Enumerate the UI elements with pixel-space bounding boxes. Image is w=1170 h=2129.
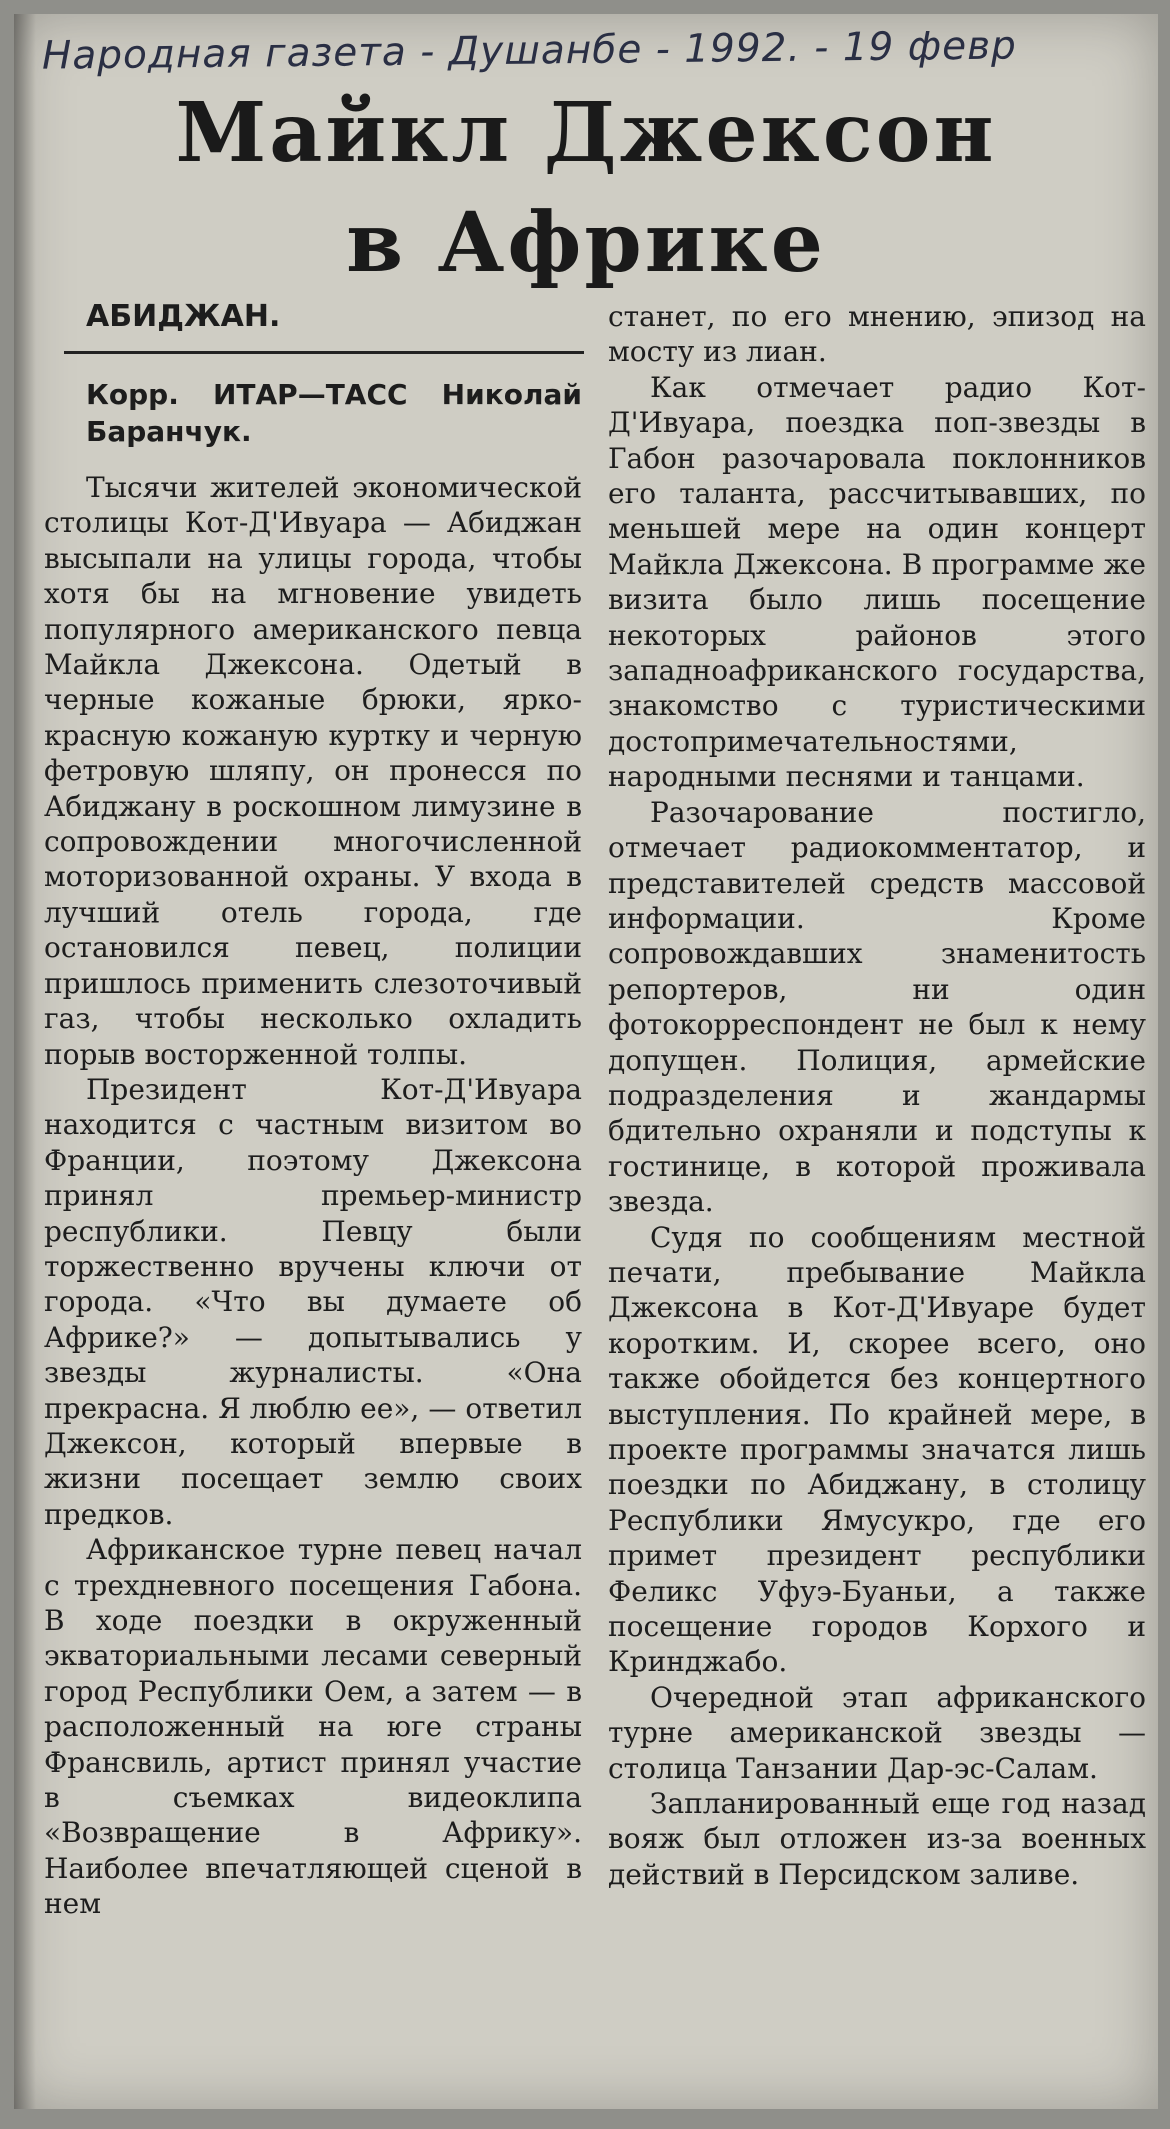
headline-line-2: в Африке xyxy=(346,195,826,291)
paragraph: Запланированный еще год назад вояж был отложен из-за военных действий в Персидском заливе. xyxy=(608,1787,1146,1891)
article-headline xyxy=(14,80,1158,296)
newspaper-clipping xyxy=(14,14,1158,2109)
right-column xyxy=(608,299,1146,1892)
paragraph: Тысячи жителей экономической столицы Кот-Д'Ивуара — Абиджан высыпали на улицы города, чтобы хотя бы на мгновение увидеть популярного американского певца Майкла Джексона. Одетый в черные кожаные брюки, ярко-красную кожаную куртку и черную фетровую шляпу, он пронесся по Абиджану в роскошном лимузине в сопровождении многочисленной моторизованной охраны. У входа в лучший отель города, где остановился певец, полиции пришлось применить слезоточивый газ, чтобы несколько охладить порыв восторженной толпы. xyxy=(44,471,582,1071)
left-column xyxy=(44,297,582,1922)
paragraph: Президент Кот-Д'Ивуара находится с частным визитом во Франции, поэтому Джексона принял премьер-министр республики. Певцу были торжественно вручены ключи от города. «Что вы думаете об Африке?» — допытывались у звезды журналисты. «Она прекрасна. Я люблю ее», — ответил Джексон, который впервые в жизни посещает землю своих предков. xyxy=(44,1072,582,1531)
dateline: АБИДЖАН. xyxy=(86,299,281,334)
paragraph: Очередной этап африканского турне американской звезды — столица Танзании Дар-эс-Салам. xyxy=(608,1680,1146,1785)
dateline-rule xyxy=(64,351,584,354)
paragraph: Африканское турне певец начал с трехдневного посещения Габона. В ходе поездки в окруженный экваториальными лесами северный город Республики Оем, а затем — в расположенный на юге страны Франсвиль, артист принял участие в съемках видеоклипа «Возвращение в Африку». Наиболее впечатляющей сценой в нем xyxy=(44,1533,582,1921)
headline-line-1: Майкл Джексон xyxy=(175,85,997,181)
paragraph-continuation: станет, по его мнению, эпизод на мосту из лиан. xyxy=(608,300,1146,369)
paragraph: Как отмечает радио Кот-Д'Ивуара, поездка поп-звезды в Габон разочаровала поклонников его таланта, рассчитывавших, по меньшей мере на один концерт Майкла Джексона. В программе же визита было лишь посещение некоторых районов этого западноафриканского государства, знакомство с туристическими достопримечательностями, народными песнями и танцами. xyxy=(608,370,1146,794)
byline: Корр. ИТАР—ТАСС Николай Баранчук. xyxy=(86,378,582,448)
paragraph: Судя по сообщениям местной печати, пребывание Майкла Джексона в Кот-Д'Ивуаре будет коротким. И, скорее всего, оно также обойдется без концертного выступления. По крайней мере, в проекте программы значатся лишь поездки по Абиджану, в столицу Республики Ямусукро, где его примет президент республики Феликс Уфуэ-Буаньи, а также посещение городов Корхого и Кринджабо. xyxy=(608,1220,1146,1679)
paragraph: Разочарование постигло, отмечает радиокомментатор, и представителей средств массовой информации. Кроме сопровождавших знаменитость репортеров, ни один фотокорреспондент не был к нему допущен. Полиция, армейские подразделения и жандармы бдительно охраняли и подступы к гостинице, в которой проживала звезда. xyxy=(608,795,1146,1219)
handwritten-source-note: Народная газета - Душанбе - 1992. - 19 февр xyxy=(41,23,1018,79)
